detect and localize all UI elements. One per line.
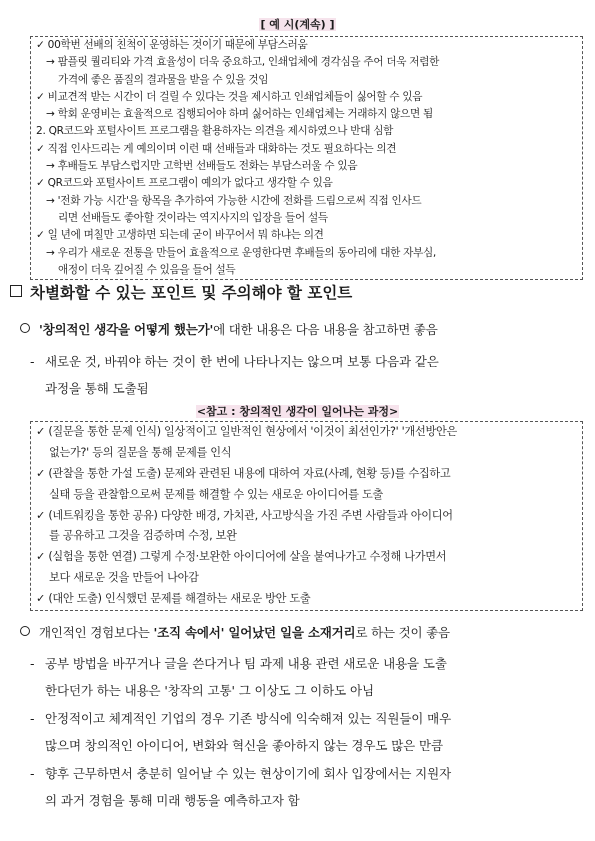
- dash-line: 향후 근무하면서 충분히 일어날 수 있는 현상이기에 회사 입장에서는 지원자: [45, 766, 452, 781]
- example-line: 가격에 좋은 품질의 결과물을 받을 수 있을 것임: [58, 73, 269, 86]
- example-line: → 학회 운영비는 효율적으로 집행되어야 하며 싫어하는 인쇄업체는 거래하지 않으면 됨: [46, 108, 433, 121]
- reference-line: 실태 등을 관찰함으로써 문제를 해결할 수 있는 새로운 아이디어를 도출: [49, 487, 384, 501]
- example-line: 리면 선배들도 좋아할 것이라는 역지사지의 입장을 들어 설득: [58, 211, 328, 224]
- reference-box: [30, 421, 583, 611]
- example-line: ✓ 00학번 선배의 친척이 운영하는 것이기 때문에 부담스러움: [36, 39, 308, 51]
- reference-line: 보다 새로운 것을 만들어 나아감: [49, 571, 199, 585]
- dash-line: 의 과거 경험을 통해 미래 행동을 예측하고자 함: [45, 793, 300, 808]
- dash-bullet: -: [30, 354, 35, 369]
- example-heading: [0, 18, 595, 32]
- example-line: 2. QR코드와 포털사이트 프로그램을 활용하자는 의견을 제시하였으나 반대 심함: [36, 125, 394, 138]
- point1-bold: '창의적인 생각을 어떻게 했는가': [39, 322, 214, 337]
- reference-heading: [0, 405, 595, 419]
- example-line: 애정이 더욱 깊어질 수 있음을 들어 설득: [58, 263, 236, 276]
- example-heading-text: [ 예 시(계속) ]: [260, 18, 335, 31]
- dash-item-stable-company: [30, 705, 590, 759]
- dash-line: 새로운 것, 바꿔야 하는 것이 한 번에 나타나지는 않으며 보통 다음과 같은: [45, 354, 439, 369]
- reference-line: ✓ (질문을 통한 문제 인식) 일상적이고 일반적인 현상에서 '이것이 최선인가?' '개선방안은: [36, 425, 457, 438]
- dash-line: 과정을 통해 도출됨: [45, 381, 149, 396]
- example-line: ✓ 비교견적 받는 시간이 더 걸릴 수 있다는 것을 제시하고 인쇄업체들이 싫어할 수 있음: [36, 90, 423, 103]
- dash-bullet: -: [30, 711, 35, 726]
- example-line: → '전화 가능 시간'을 항목을 추가하여 가능한 시간에 전화를 드림으로써 직접 인사드: [46, 194, 422, 207]
- reference-line: ✓ (대안 도출) 인식했던 문제를 해결하는 새로운 방안 도출: [36, 592, 311, 606]
- circle-bullet-icon: [20, 626, 30, 636]
- example-line: ✓ 직접 인사드리는 게 예의이며 이런 때 선배들과 대화하는 것도 필요하다는 의견: [36, 142, 397, 155]
- reference-line: ✓ (관찰을 통한 가설 도출) 문제와 관련된 내용에 대하여 자료(사례, 현황 등)를 수집하고: [36, 466, 451, 480]
- dash-line: 안정적이고 체계적인 기업의 경우 기존 방식에 익숙해져 있는 직원들이 매우: [45, 711, 452, 726]
- section-title: [10, 283, 585, 303]
- example-line: → 후배들도 부담스럽지만 고학번 선배들도 전화는 부담스러울 수 있음: [46, 160, 358, 173]
- dash-line: 한다던가 하는 내용은 '창작의 고통' 그 이상도 그 이하도 아님: [45, 683, 374, 698]
- dash-bullet: -: [30, 766, 35, 781]
- reference-line: 를 공유하고 그것을 검증하며 수정, 보완: [49, 529, 237, 543]
- reference-line: ✓ (네트워킹을 통한 공유) 다양한 배경, 가치관, 사고방식을 가진 주변 사람들과 아이디어: [36, 508, 453, 522]
- dash-line: 많으며 창의적인 아이디어, 변화와 혁신을 좋아하지 않는 경우도 많은 만큼: [45, 738, 443, 753]
- point-creative-thinking: [20, 316, 590, 344]
- dash-item-predict-behavior: [30, 760, 590, 814]
- reference-line: ✓ (실험을 통한 연결) 그렇게 수정·보완한 아이디어에 살을 붙여나가고 수정해 나가면서: [36, 550, 447, 564]
- example-line: → 팜플릿 퀄리티와 가격 효율성이 더욱 중요하고, 인쇄업체에 경각심을 주어 더욱 저렴한: [46, 56, 440, 69]
- example-box: [30, 36, 583, 280]
- reference-heading-text: <참고 : 창의적인 생각이 일어나는 과정>: [196, 405, 399, 418]
- section-title-text: 차별화할 수 있는 포인트 및 주의해야 할 포인트: [30, 284, 353, 302]
- example-line: → 우리가 새로운 전통을 만들어 효율적으로 운영한다면 후배들의 동아리에 대한 자부심,: [46, 246, 436, 259]
- square-bullet-icon: [10, 285, 22, 297]
- circle-bullet-icon: [20, 323, 30, 333]
- dash-item-process: [30, 348, 590, 402]
- example-line: ✓ QR코드와 포털사이트 프로그램이 예의가 없다고 생각할 수 있음: [36, 177, 333, 190]
- point2-post: 로 하는 것이 좋음: [355, 625, 450, 640]
- reference-line: 없는가?' 등의 질문을 통해 문제를 인식: [49, 445, 232, 459]
- point2-bold: '조직 속에서' 일어났던 일을 소재거리: [153, 625, 356, 640]
- point-organizational-experience: [20, 619, 590, 647]
- point2-pre: 개인적인 경험보다는: [39, 625, 154, 640]
- dash-line: 공부 방법을 바꾸거나 글을 쓴다거나 팀 과제 내용 관련 새로운 내용을 도출: [45, 656, 447, 671]
- example-line: ✓ 일 년에 며칠만 고생하면 되는데 굳이 바꾸어서 뭐 하냐는 의견: [36, 229, 324, 242]
- dash-bullet: -: [30, 656, 35, 671]
- point1-rest: 에 대한 내용은 다음 내용을 참고하면 좋음: [213, 322, 438, 337]
- dash-item-study-method: [30, 650, 590, 704]
